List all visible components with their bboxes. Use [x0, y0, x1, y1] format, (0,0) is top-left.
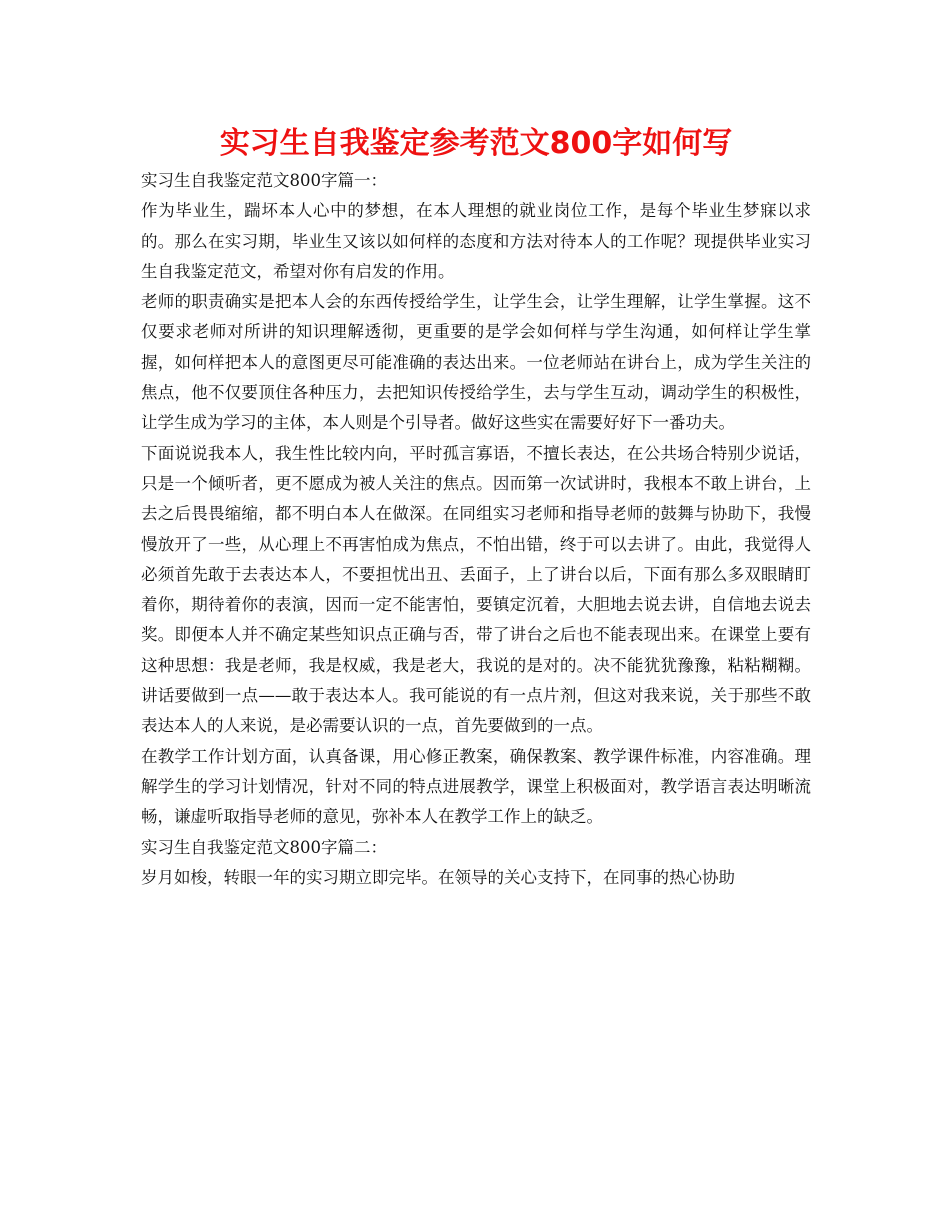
section-heading-1: 实习生自我鉴定范文800字篇一： [141, 171, 387, 190]
paragraph-second-start: 岁月如梭，转眼一年的实习期立即完毕。在领导的关心支持下，在同事的热心协助 [141, 867, 735, 887]
section-heading-2: 实习生自我鉴定范文800字篇二： [141, 837, 387, 857]
paragraph-teacher-duty: 老师的职责确实是把本人会的东西传授给学生，让学生会，让学生理解，让学生掌握。这不仅要求老师对所讲的知识理解透彻，更重要的是学会如何样与学生沟通，如何样让学生掌握，如何样把本人的意图更尽可能准确的表达出来。一位老师站在讲台上，成为学生关注的焦点，他不仅要顶住各种压力，去把知识传授给学生，去与学生互动，调动学生的积极性，让学生成为学习的主体，本人则是个引导者。做好这些实在需要好好下一番功夫。 [141, 292, 811, 433]
document-page [141, 124, 811, 893]
paragraph-intro: 作为毕业生，踹坏本人心中的梦想，在本人理想的就业岗位工作，是每个毕业生梦寐以求的。那么在实习期，毕业生又该以如何样的态度和方法对待本人的工作呢？现提供毕业实习生自我鉴定范文，希望对你有启发的作用。 [141, 201, 811, 281]
document-body [141, 166, 811, 893]
document-title: 实习生自我鉴定参考范文800字如何写 [219, 126, 733, 161]
paragraph-self-reflection: 下面说说我本人，我生性比较内向，平时孤言寡语，不擅长表达，在公共场合特别少说话，只是一个倾听者，更不愿成为被人关注的焦点。因而第一次试讲时，我根本不敢上讲台，上去之后畏畏缩缩，都不明白本人在做深。在同组实习老师和指导老师的鼓舞与协助下，我慢慢放开了一些，从心理上不再害怕成为焦点，不怕出错，终于可以去讲了。由此，我觉得人必须首先敢于去表达本人，不要担忧出丑、丢面子，上了讲台以后，下面有那么多双眼睛盯着你，期待着你的表演，因而一定不能害怕，要镇定沉着，大胆地去说去讲，自信地去说去奖。即便本人并不确定某些知识点正确与否，带了讲台之后也不能表现出来。在课堂上要有这种思想：我是老师，我是权威，我是老大，我说的是对的。决不能犹犹豫豫，粘粘糊糊。讲话要做到一点——敢于表达本人。我可能说的有一点片剂，但这对我来说，关于那些不敢表达本人的人来说，是必需要认识的一点，首先要做到的一点。 [141, 443, 811, 736]
paragraph-teaching-plan: 在教学工作计划方面，认真备课，用心修正教案，确保教案、教学课件标准，内容准确。理解学生的学习计划情况，针对不同的特点进展教学，课堂上积极面对，教学语言表达明晰流畅，谦虚听取指导老师的意见，弥补本人在教学工作上的缺乏。 [141, 746, 811, 827]
